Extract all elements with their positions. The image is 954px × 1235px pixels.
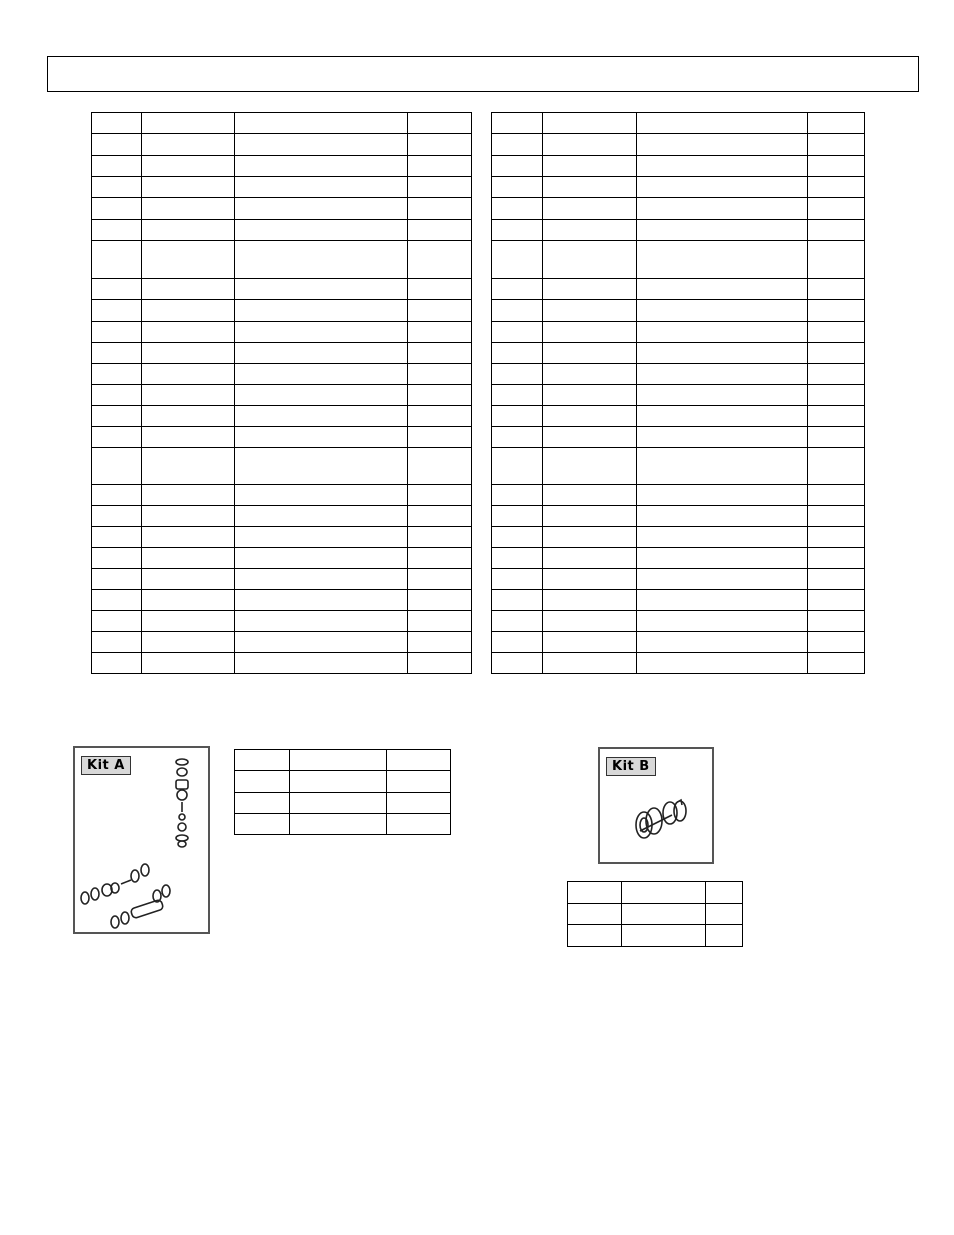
- table-row: [92, 134, 472, 156]
- table-row: [492, 364, 865, 385]
- kit-a-illustration: [73, 746, 210, 934]
- table-row: [92, 506, 472, 527]
- table-row: [492, 220, 865, 241]
- table-row: [92, 385, 472, 406]
- table-row: [492, 198, 865, 220]
- table-row: [492, 385, 865, 406]
- table-row: [492, 527, 865, 548]
- table-row: [492, 448, 865, 485]
- table-row: [92, 527, 472, 548]
- table-row: [92, 300, 472, 322]
- bearing-kit-parts-icon: [600, 749, 712, 862]
- table-row: [492, 653, 865, 674]
- table-row: [92, 198, 472, 220]
- table-row: [492, 343, 865, 364]
- table-row: [492, 322, 865, 343]
- table-row: [92, 113, 472, 134]
- table-row: [235, 771, 451, 793]
- kit-b-label: Kit B: [606, 757, 656, 776]
- table-row: [92, 322, 472, 343]
- table-row: [492, 241, 865, 279]
- table-row: [492, 300, 865, 322]
- table-row: [92, 653, 472, 674]
- table-row: [92, 220, 472, 241]
- table-row: [92, 427, 472, 448]
- table-row: [492, 134, 865, 156]
- table-row: [92, 406, 472, 427]
- table-row: [492, 113, 865, 134]
- table-row: [492, 156, 865, 177]
- table-row: [235, 814, 451, 835]
- table-row: [492, 548, 865, 569]
- table-row: [92, 548, 472, 569]
- kit-b-illustration: [598, 747, 714, 864]
- kit-a-table: [234, 749, 451, 835]
- table-row: [492, 506, 865, 527]
- table-row: [92, 364, 472, 385]
- table-row: [492, 569, 865, 590]
- seal-kit-parts-icon: [75, 748, 208, 932]
- parts-table-right: [491, 112, 865, 674]
- table-row: [492, 485, 865, 506]
- table-row: [92, 611, 472, 632]
- table-row: [92, 632, 472, 653]
- table-row: [92, 569, 472, 590]
- page-title-box: [47, 56, 919, 92]
- table-row: [492, 590, 865, 611]
- table-row: [92, 177, 472, 198]
- table-row: [492, 427, 865, 448]
- table-row: [568, 904, 743, 925]
- parts-table-left: [91, 112, 472, 674]
- table-row: [92, 590, 472, 611]
- table-row: [92, 485, 472, 506]
- table-row: [92, 279, 472, 300]
- table-row: [492, 632, 865, 653]
- table-row: [568, 925, 743, 947]
- table-row: [92, 343, 472, 364]
- table-row: [492, 279, 865, 300]
- table-row: [235, 793, 451, 814]
- table-row: [492, 177, 865, 198]
- table-row: [92, 156, 472, 177]
- kit-b-table: [567, 881, 743, 947]
- kit-a-label: Kit A: [81, 756, 131, 775]
- table-row: [92, 241, 472, 279]
- table-row: [235, 750, 451, 771]
- table-row: [492, 406, 865, 427]
- table-row: [568, 882, 743, 904]
- table-row: [492, 611, 865, 632]
- table-row: [92, 448, 472, 485]
